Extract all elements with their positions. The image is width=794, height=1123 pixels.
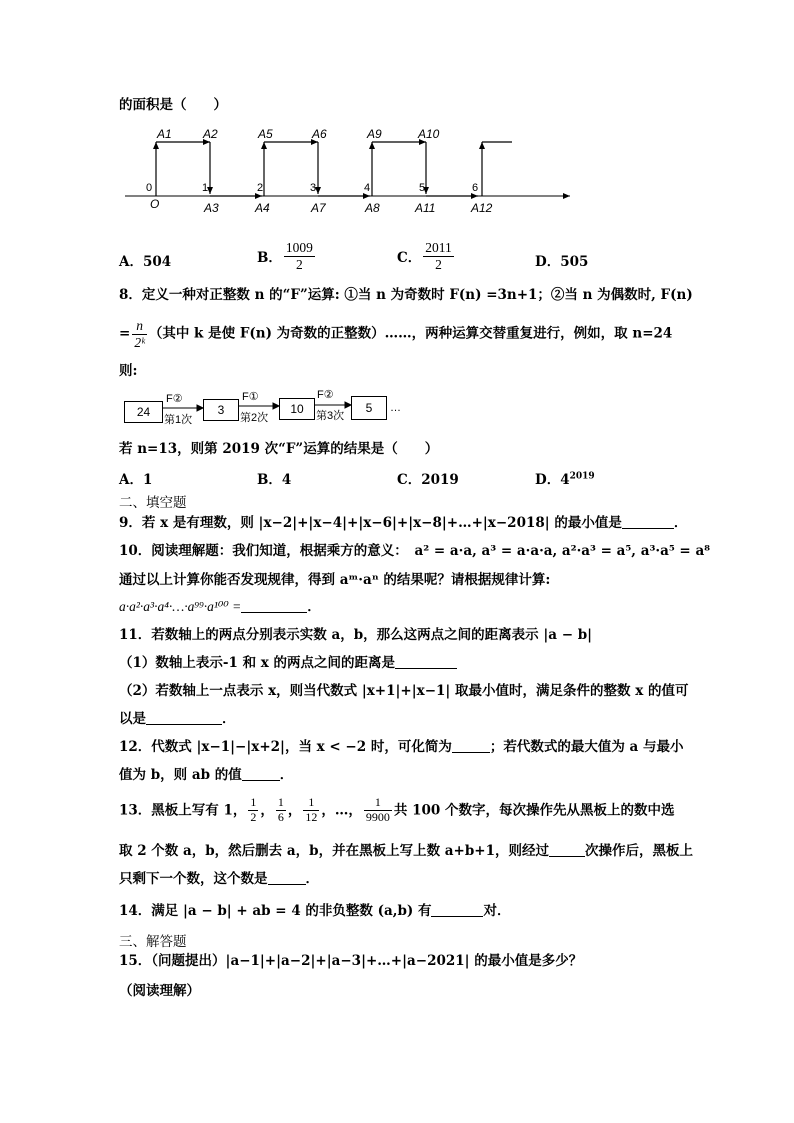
q13-line3: 只剩下一个数，这个数是 ． [119, 871, 319, 887]
q15-line2: （阅读理解） [119, 983, 200, 999]
q11-line1: 11．若数轴上的两点分别表示实数 a，b，那么这两点之间的距离表示 |a − b| [119, 627, 593, 643]
q7-option-c: C． $\frac{2011}{2}$ [397, 240, 452, 272]
origin-label: O [150, 197, 160, 211]
flow-box-1: 24 [124, 401, 163, 423]
flow-box-2: 3 [203, 399, 239, 421]
flow-box-3: 10 [279, 398, 315, 420]
section-fill-in-title: 二、填空题 [119, 495, 187, 511]
q7-option-b: B． $\frac{1009}{2}$ [257, 240, 313, 272]
axis-num-5: 5 [419, 182, 426, 194]
q8-option-d: D．$4^{2019}$ [535, 471, 595, 488]
label-A7: A7 [311, 201, 326, 215]
q8-line3: 则: [119, 363, 138, 379]
q13-line2: 取 2 个数 a，b，然后删去 a，b，并在黑板上写上数 a+b+1，则经过 次操作后，黑板上 [119, 843, 693, 859]
q12-line1: 12．代数式 |x−1|−|x+2|，当 x < −2 时，可化简为 ；若代数式的最大值为 a 与最小 [119, 739, 684, 755]
q7-tail: 的面积是（ ） [119, 97, 227, 113]
q11-line3: （2）若数轴上一点表示 x，则当代数式 |x+1|+|x−1| 取最小值时，满足条件的整数 x 的值可 [119, 683, 689, 699]
label-A5: A5 [258, 127, 273, 141]
flow-box-4: 5 [351, 396, 387, 420]
label-A2: A2 [203, 127, 218, 141]
q8-option-c: C．2019 [397, 472, 459, 488]
q7-option-d: D．505 [535, 254, 589, 270]
flow-step-3: 第3次 [316, 410, 345, 422]
q7-option-a: A．504 [119, 254, 172, 270]
label-A9: A9 [367, 127, 382, 141]
section-answer-title: 三、解答题 [119, 934, 187, 950]
axis-num-2: 2 [257, 182, 264, 194]
label-A1: A1 [157, 127, 172, 141]
flow-op-1: F② [166, 393, 183, 405]
flow-step-1: 第1次 [164, 414, 193, 426]
q13-line1: 13．黑板上写有 1， $\frac{1}{2}$ ， $\frac{1}{6}$ ， $\frac{1}{12}$ ，…， $\frac{1}{9900}$ 共 100 个数字，每次操作先从黑板上的数中选 [119, 795, 675, 824]
flow-op-2: F① [242, 391, 259, 403]
q11-line4: 以是 ． [119, 711, 236, 727]
q11-line2: （1）数轴上表示-1 和 x 的两点之间的距离是 [119, 654, 457, 672]
q10-line2: 通过以上计算你能否发现规律，得到 aᵐ·aⁿ 的结果呢？请根据规律计算: [119, 572, 551, 588]
q8-question: 若 n=13，则第 2019 次“F”运算的结果是（ ） [119, 441, 439, 457]
q15-line1: 15．（问题提出）|a−1|+|a−2|+|a−3|+…+|a−2021| 的最小值是多少？ [119, 953, 583, 969]
q8-option-b: B．4 [257, 472, 292, 488]
label-A8: A8 [365, 201, 380, 215]
q7-diagram [110, 120, 600, 220]
label-A10: A10 [418, 127, 440, 141]
label-A3: A3 [204, 201, 219, 215]
q8-line1: 8．定义一种对正整数 n 的“F”运算: ①当 n 为奇数时 F(n) =3n+1；②当 n 为偶数时, F(n) [119, 287, 693, 303]
axis-num-4: 4 [364, 182, 371, 194]
axis-num-3: 3 [310, 182, 317, 194]
axis-num-1: 1 [202, 182, 209, 194]
q12-line2: 值为 b，则 ab 的值 ． [119, 767, 294, 783]
label-A4: A4 [255, 201, 270, 215]
q8-option-a: A．1 [119, 472, 153, 488]
q10-line3: a·a²·a³·a⁴·…·a⁹⁹·a¹⁰⁰ = ． [119, 599, 321, 615]
flow-op-3: F② [317, 389, 334, 401]
q14: 14．满足 |a − b| + ab = 4 的非负整数 (a,b) 有 对． [119, 903, 511, 919]
flow-ellipsis: … [390, 402, 401, 414]
label-A6: A6 [312, 127, 327, 141]
axis-num-0: 0 [146, 182, 153, 194]
axis-num-6: 6 [472, 182, 479, 194]
q10-line1: 10．阅读理解题：我们知道，根据乘方的意义： a² = a·a, a³ = a·a·a, a²·a³ = a⁵, a³·a⁵ = a⁸ [119, 543, 711, 559]
flow-step-2: 第2次 [240, 412, 269, 424]
q9: 9．若 x 是有理数，则 |x−2|+|x−4|+|x−6|+|x−8|+…+|x−2018| 的最小值是 ． [119, 515, 688, 531]
label-A12: A12 [471, 201, 493, 215]
label-A11: A11 [415, 201, 436, 215]
q8-line2: = $\frac{n}{\text{2ᵏ}}$ （其中 k 是使 F(n) 为奇数的正整数）……，两种运算交替重复进行，例如，取 n=24 [119, 318, 673, 350]
